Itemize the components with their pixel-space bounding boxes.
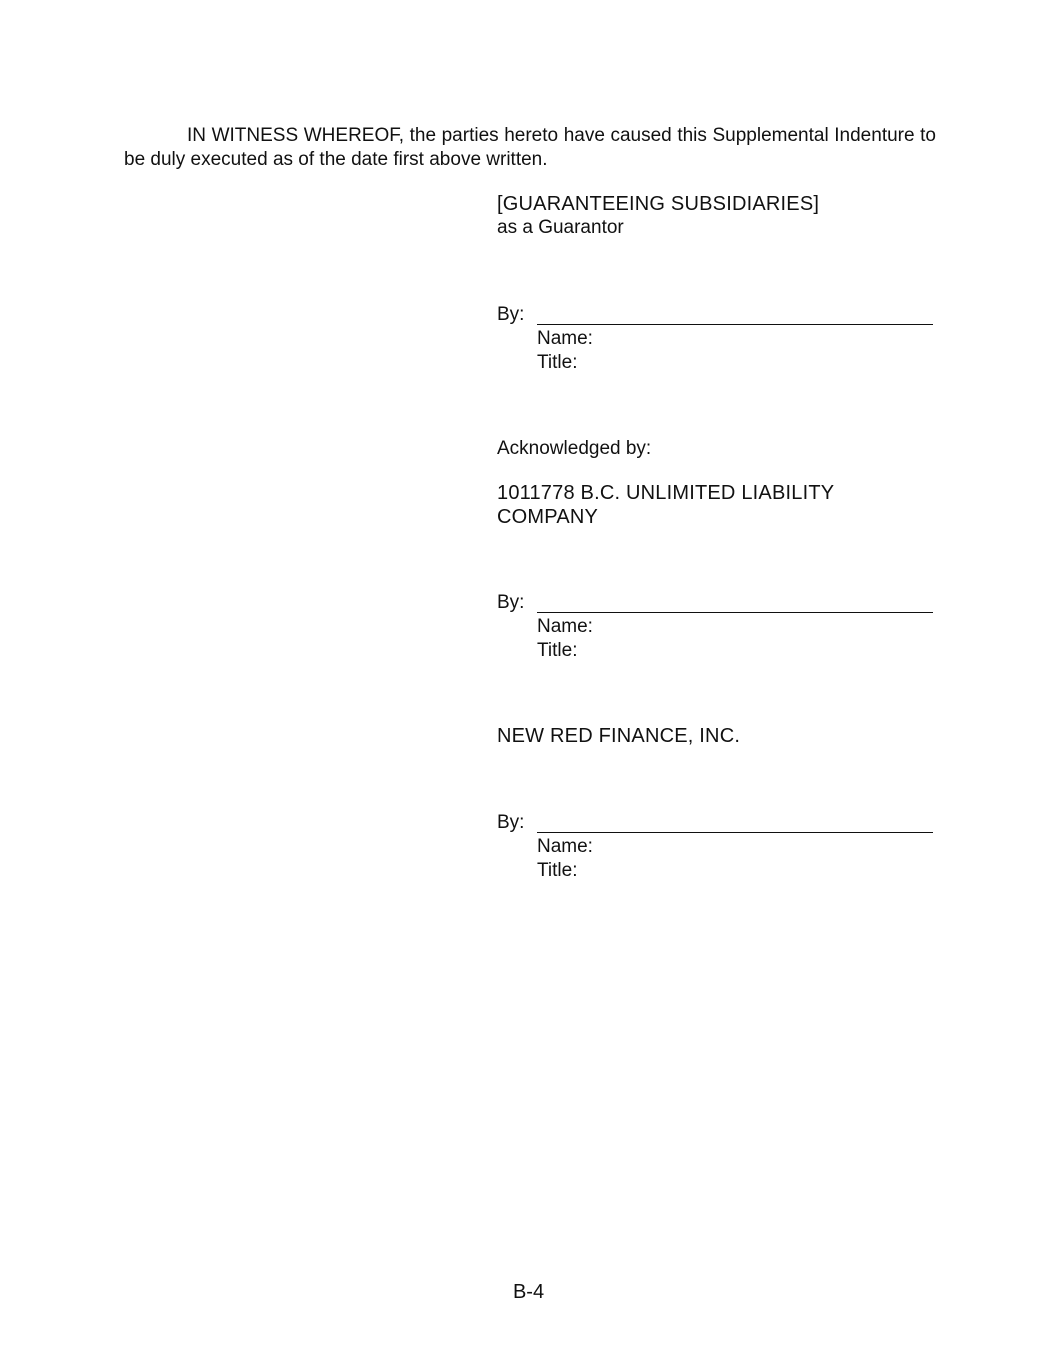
finance-signature-row [497, 811, 937, 835]
guarantor-title-label: Title: [537, 352, 578, 373]
company-name-label: Name: [537, 616, 593, 637]
finance-signature-line[interactable] [537, 832, 933, 833]
finance-name-label: Name: [537, 836, 593, 857]
guarantor-by-label: By: [497, 304, 525, 325]
finance-by-label: By: [497, 812, 525, 833]
guarantor-name: [GUARANTEEING SUBSIDIARIES] [497, 193, 820, 215]
company-title-label: Title: [537, 640, 578, 661]
company-signature-line[interactable] [537, 612, 933, 613]
guarantor-header [497, 192, 937, 240]
finance-title-label: Title: [537, 860, 578, 881]
acknowledged-by-label: Acknowledged by: [497, 438, 652, 459]
company-by-label: By: [497, 592, 525, 613]
company-header [497, 481, 937, 529]
finance-name: NEW RED FINANCE, INC. [497, 725, 741, 747]
guarantor-signature-line[interactable] [537, 324, 933, 325]
company-name-line2: COMPANY [497, 506, 599, 528]
guarantor-role: as a Guarantor [497, 217, 624, 238]
intro-paragraph: IN WITNESS WHEREOF, the parties hereto have caused this Supplemental Indenture to be duly executed as of the date first above written. [124, 125, 936, 170]
company-signature-row [497, 591, 937, 615]
page-number: B-4 [512, 1281, 545, 1303]
guarantor-name-label: Name: [537, 328, 593, 349]
guarantor-signature-row [497, 303, 937, 327]
company-name-line1: 1011778 B.C. UNLIMITED LIABILITY [497, 482, 835, 504]
